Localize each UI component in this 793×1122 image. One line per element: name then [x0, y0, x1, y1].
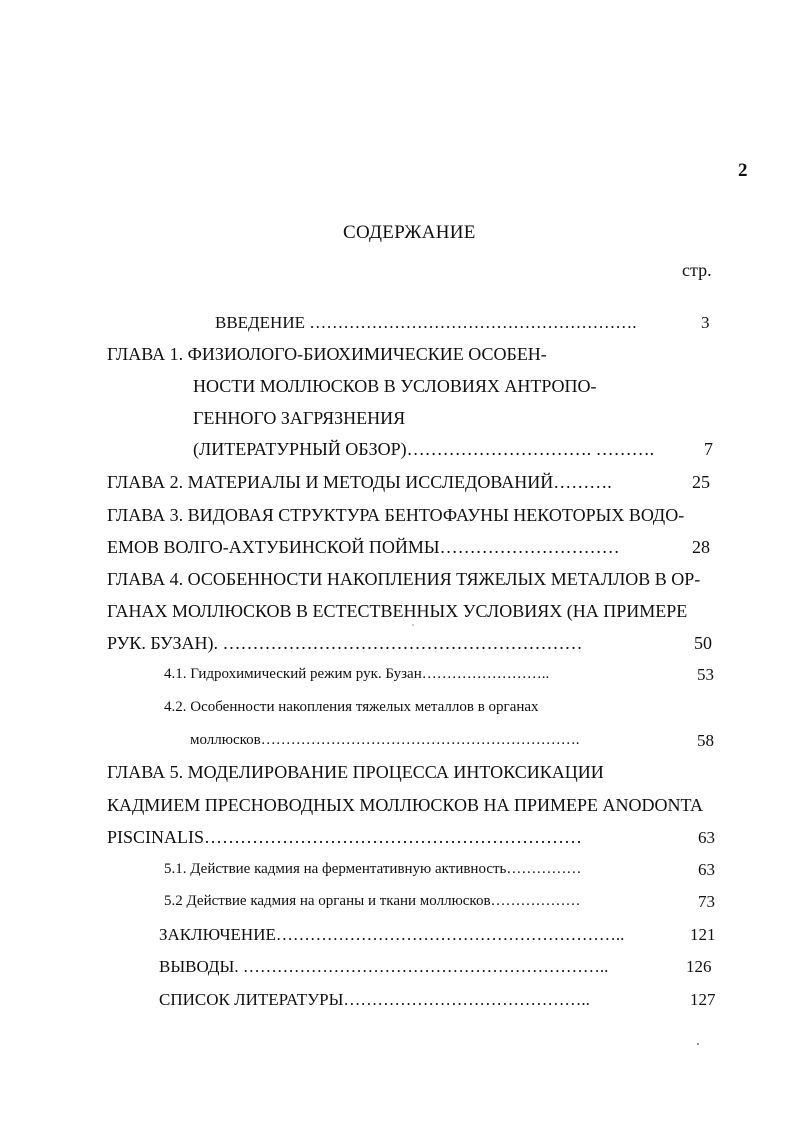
toc-entry-page: 3: [701, 313, 710, 332]
toc-entry-text: PISCINALIS………………………………………………………: [107, 827, 583, 847]
page-column-header: стр.: [682, 260, 712, 280]
toc-entry-text: ЗАКЛЮЧЕНИЕ……………………………………………………..: [159, 925, 625, 944]
toc-entry-text: РУК. БУЗАН). ……………………………………………………: [107, 633, 583, 653]
toc-entry-text: моллюсков……………………………………………………….: [190, 732, 580, 748]
toc-entry-text: КАДМИЕМ ПРЕСНОВОДНЫХ МОЛЛЮСКОВ НА ПРИМЕРЕ ANODONTA: [107, 795, 704, 815]
toc-entry-page: 127: [690, 990, 716, 1009]
toc-entry-text: 5.2 Действие кадмия на органы и ткани моллюсков………………: [164, 893, 581, 909]
toc-entry-page: 25: [692, 472, 710, 492]
toc-entry-text: СПИСОК ЛИТЕРАТУРЫ……………………………………..: [159, 990, 590, 1009]
page-number: 2: [738, 160, 748, 181]
toc-entry-text: ГЛАВА 5. МОДЕЛИРОВАНИЕ ПРОЦЕССА ИНТОКСИКАЦИИ: [107, 762, 604, 782]
toc-entry-page: 7: [704, 439, 713, 459]
scan-speck: [412, 624, 414, 626]
toc-entry-text: ГЛАВА 1. ФИЗИОЛОГО-БИОХИМИЧЕСКИЕ ОСОБЕН-: [107, 344, 547, 364]
toc-entry-text: 4.2. Особенности накопления тяжелых металлов в органах: [164, 699, 539, 715]
toc-entry-text: 5.1. Действие кадмия на ферментативную активность……………: [164, 861, 582, 877]
toc-entry-page: 126: [686, 957, 712, 976]
toc-entry-text: ГЕННОГО ЗАГРЯЗНЕНИЯ: [193, 408, 406, 428]
scan-speck: [697, 1043, 699, 1045]
toc-entry-text: НОСТИ МОЛЛЮСКОВ В УСЛОВИЯХ АНТРОПО-: [193, 376, 597, 396]
toc-title: СОДЕРЖАНИЕ: [343, 222, 476, 243]
toc-entry-text: ГЛАВА 2. МАТЕРИАЛЫ И МЕТОДЫ ИССЛЕДОВАНИЙ……….: [107, 472, 612, 492]
toc-entry-page: 73: [698, 892, 715, 911]
toc-entry-page: 50: [694, 633, 712, 653]
toc-entry-text: ГЛАВА 3. ВИДОВАЯ СТРУКТУРА БЕНТОФАУНЫ НЕКОТОРЫХ ВОДО-: [107, 505, 685, 525]
toc-entry-text: ЕМОВ ВОЛГО-АХТУБИНСКОЙ ПОЙМЫ…………………………: [107, 537, 620, 557]
toc-entry-page: 58: [697, 731, 714, 750]
toc-entry-text: ГЛАВА 4. ОСОБЕННОСТИ НАКОПЛЕНИЯ ТЯЖЕЛЫХ МЕТАЛЛОВ В ОР-: [107, 569, 701, 589]
toc-entry-page: 63: [698, 828, 715, 847]
toc-entry-text: 4.1. Гидрохимический режим рук. Бузан……………………..: [164, 666, 550, 682]
toc-entry-text: ВЫВОДЫ. ………………………………………………………..: [159, 957, 609, 976]
toc-entry-page: 53: [697, 665, 714, 684]
toc-entry-page: 121: [690, 925, 716, 944]
toc-entry-text: (ЛИТЕРАТУРНЫЙ ОБЗОР)…………………………. ……….: [193, 439, 655, 459]
toc-entry-text: ГАНАХ МОЛЛЮСКОВ В ЕСТЕСТВЕННЫХ УСЛОВИЯХ (НА ПРИМЕРЕ: [107, 601, 688, 621]
toc-entry-page: 28: [692, 537, 710, 557]
toc-entry-text: ВВЕДЕНИЕ ………………………………………………….: [215, 313, 637, 332]
toc-entry-page: 63: [698, 860, 715, 879]
